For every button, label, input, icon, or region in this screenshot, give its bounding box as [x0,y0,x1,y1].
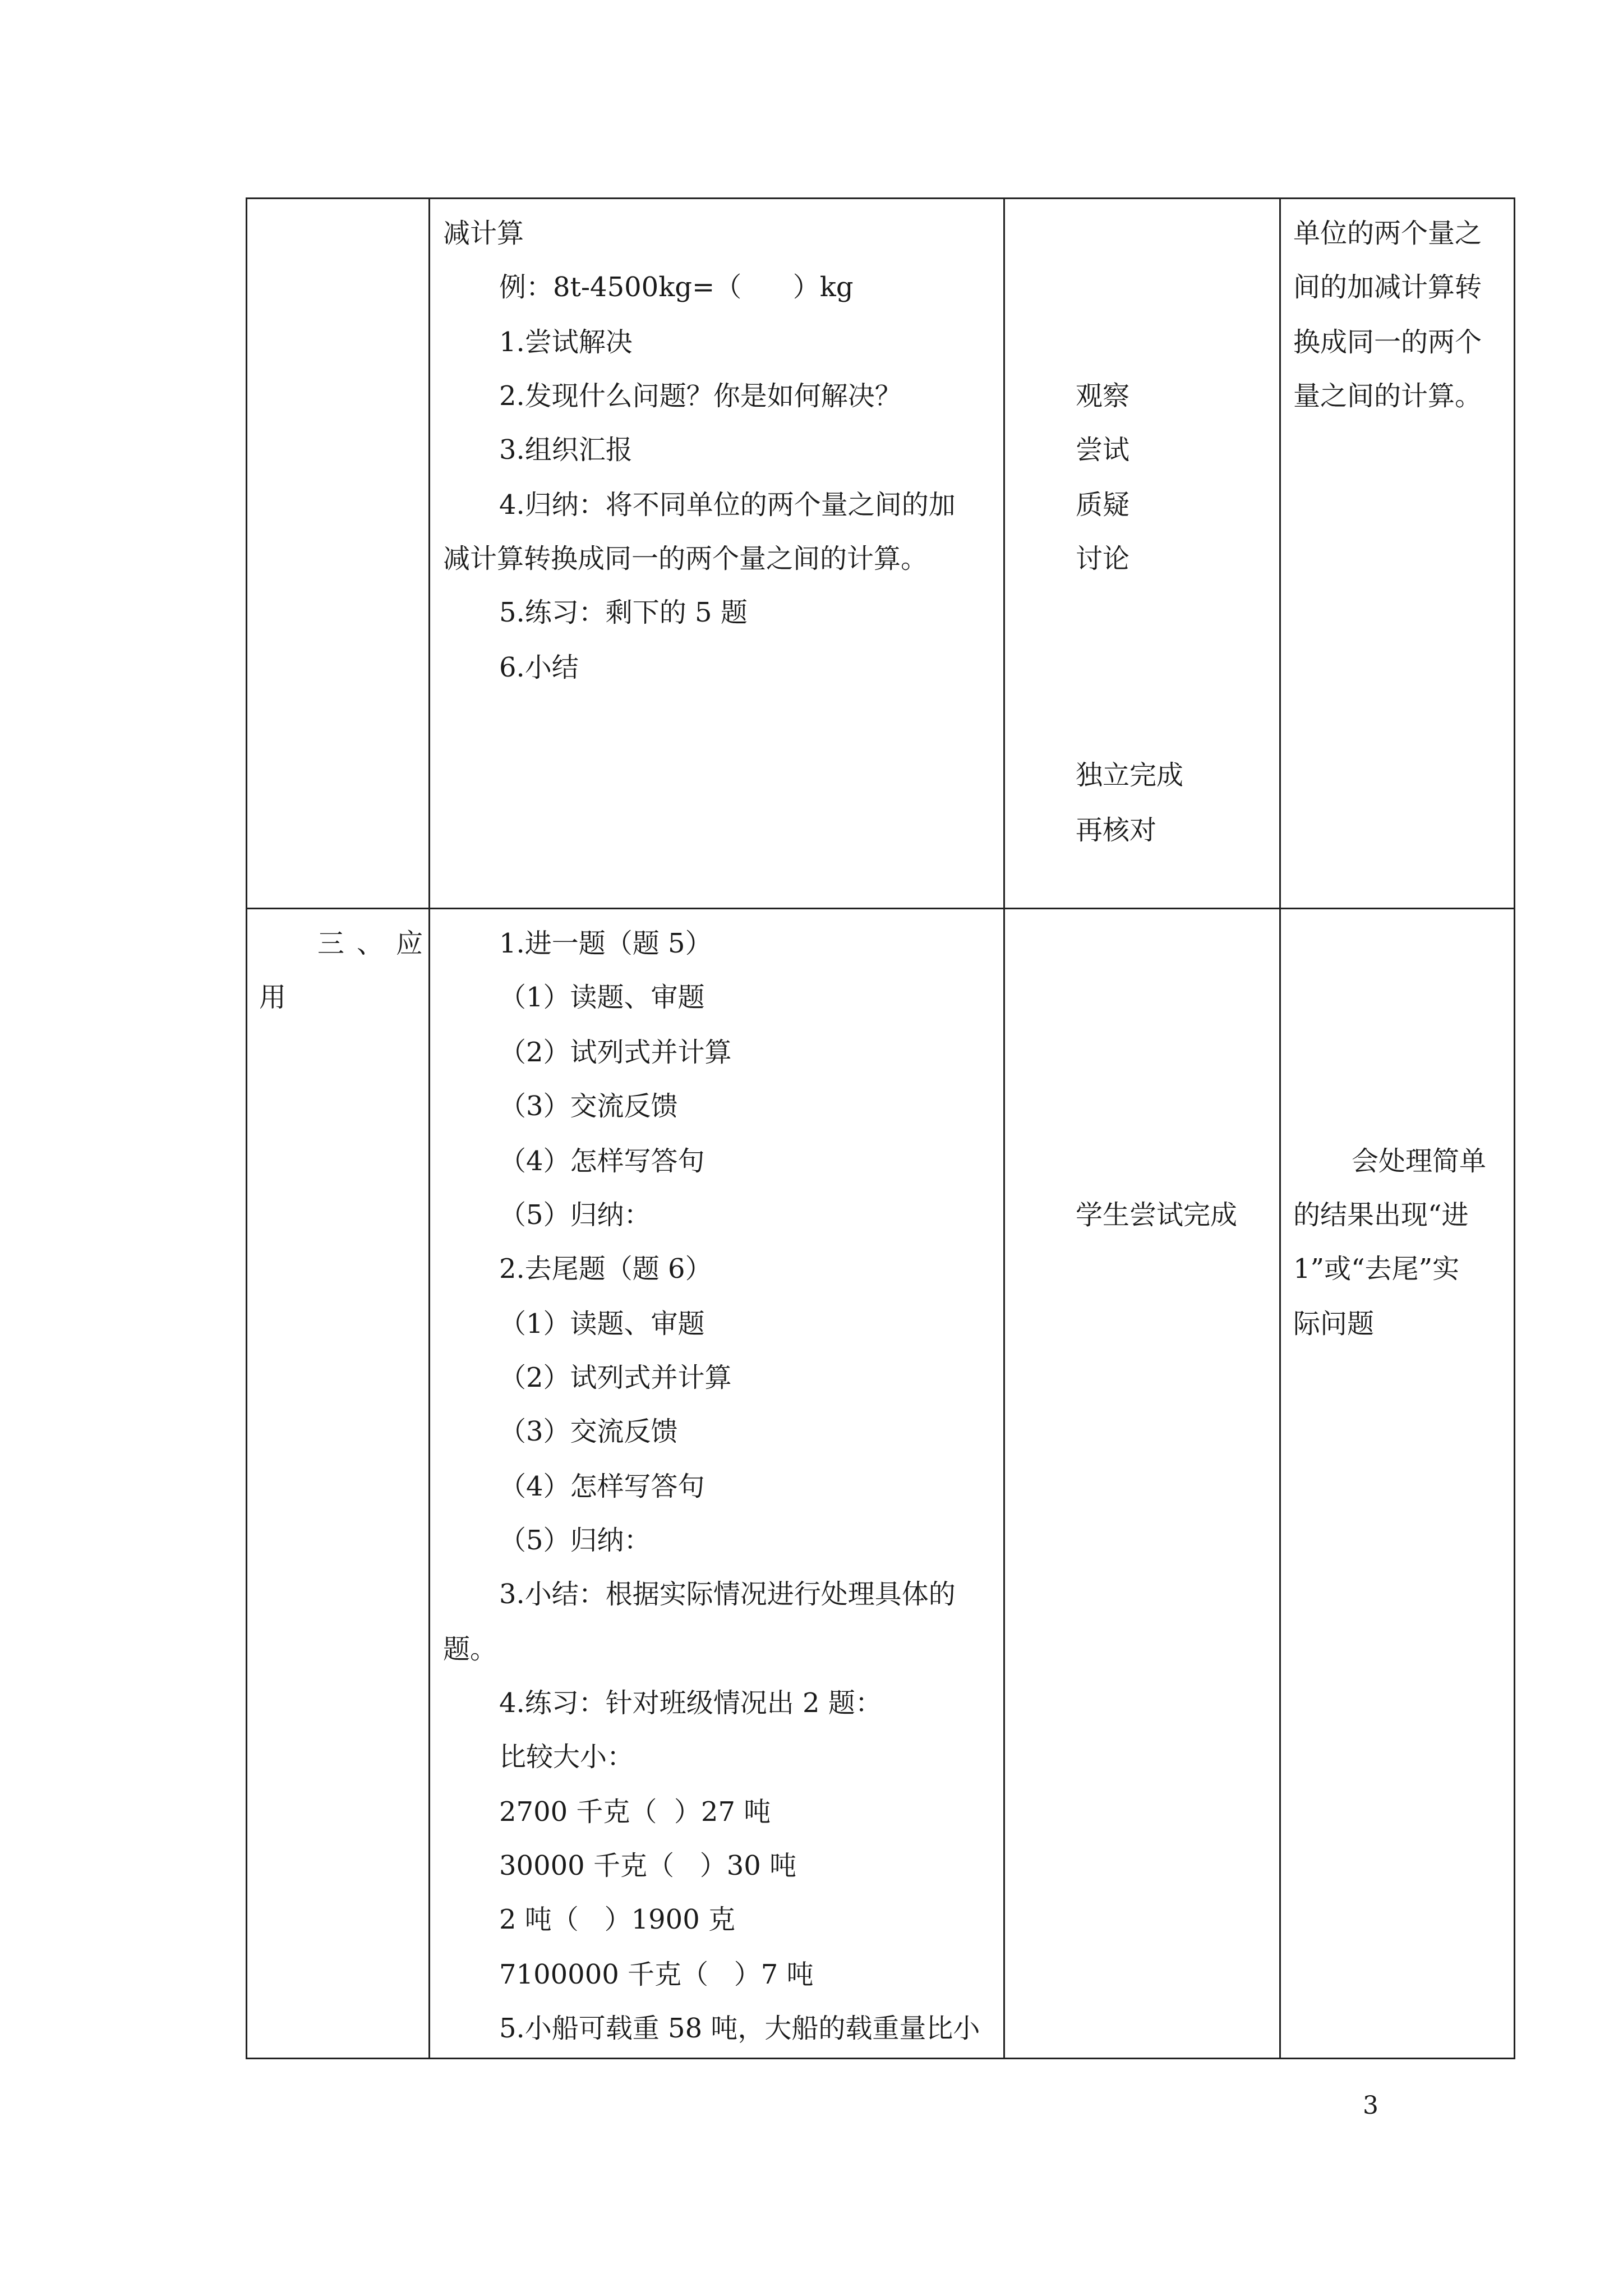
row1-activity-item: 再核对 [1076,815,1157,846]
row2-content-line: 题。 [443,1634,497,1665]
row2-content-line: 5.小船可载重 58 吨，大船的载重量比小 [499,2013,980,2044]
row1-intent-line: 量之间的计算。 [1293,380,1482,412]
row-divider [246,908,1515,909]
row1-content-line: 1.尝试解决 [499,326,633,358]
row1-content-line: 减计算 [443,218,524,249]
row2-content-line: 比较大小： [499,1741,634,1773]
row1-activity-item: 独立完成 [1076,760,1184,791]
row2-intent-line: 1”或“去尾”实 [1293,1253,1460,1285]
row2-content-line: （4）怎样写答句 [499,1471,705,1502]
row2-content-line: （2）试列式并计算 [499,1037,732,1068]
row1-intent-line: 换成同一的两个 [1293,326,1482,358]
row1-content-line: 减计算转换成同一的两个量之间的计算。 [443,543,928,574]
row1-content-line: 2.发现什么问题？你是如何解决？ [499,380,902,412]
row2-stage-label: 三、应 [317,928,436,959]
row1-content-line: 例：8t-4500kg=（ ）kg [499,272,854,303]
row2-content-line: 1.进一题（题 5） [499,928,712,959]
row1-intent-line: 间的加减计算转 [1293,272,1482,303]
row2-content-line: （4）怎样写答句 [499,1145,705,1177]
table-top-border [246,197,1515,199]
row2-content-line: 4.练习：针对班级情况出 2 题： [499,1687,882,1719]
row1-content-line: 4.归纳：将不同单位的两个量之间的加 [499,489,956,521]
row2-content-line: 30000 千克（ ）30 吨 [499,1850,797,1881]
row2-content-line: （1）读题、审题 [499,1308,705,1340]
row2-content-line: 2700 千克（ ）27 吨 [499,1796,771,1828]
row2-content-line: 7100000 千克（ ）7 吨 [499,1959,814,1990]
row2-content-line: 3.小结：根据实际情况进行处理具体的 [499,1579,956,1610]
row1-activity-item: 质疑 [1076,489,1130,521]
row2-content-line: （5）归纳： [499,1199,651,1231]
table-bottom-border [246,2058,1515,2059]
column-divider-2 [1003,197,1005,2059]
row1-content-line: 6.小结 [499,652,579,683]
row1-intent-line: 单位的两个量之 [1293,218,1482,249]
row2-content-line: 2.去尾题（题 6） [499,1253,712,1285]
row2-intent-line: 会处理简单 [1352,1145,1487,1177]
row2-content-line: （3）交流反馈 [499,1091,678,1122]
row1-activity-item: 尝试 [1076,434,1130,466]
row2-content-line: 2 吨（ ）1900 克 [499,1904,735,1935]
row2-content-line: （2）试列式并计算 [499,1362,732,1393]
page-number: 3 [1363,2091,1378,2120]
row2-content-line: （5）归纳： [499,1525,651,1556]
row2-content-line: （1）读题、审题 [499,982,705,1013]
table-right-border [1514,197,1515,2059]
column-divider-1 [428,197,430,2059]
row1-activity-item: 讨论 [1076,543,1130,574]
row2-content-line: （3）交流反馈 [499,1416,678,1447]
table-left-border [246,197,247,2059]
column-divider-3 [1279,197,1281,2059]
row2-stage-label: 用 [259,982,287,1013]
row2-activity-item: 学生尝试完成 [1076,1199,1238,1231]
row1-content-line: 3.组织汇报 [499,434,633,466]
row2-intent-line: 的结果出现“进 [1293,1199,1469,1231]
row1-activity-item: 观察 [1076,380,1130,412]
row1-content-line: 5.练习：剩下的 5 题 [499,597,748,628]
row2-intent-line: 际问题 [1293,1308,1375,1340]
